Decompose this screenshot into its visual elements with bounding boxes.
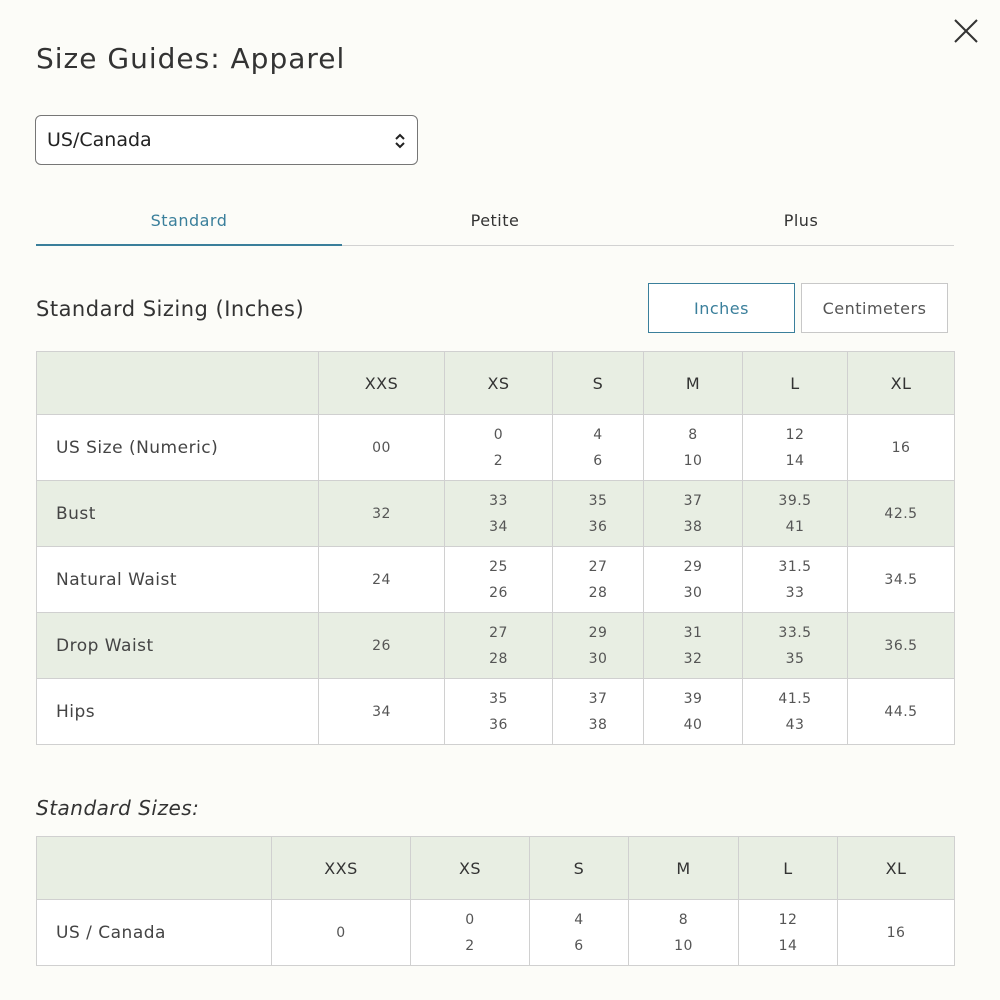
table-cell	[848, 547, 955, 613]
cell-value: 39.5	[778, 492, 812, 509]
corner-header-cell	[37, 837, 272, 900]
table-cell	[319, 613, 445, 679]
table-cell	[319, 415, 445, 481]
cell-value: 36	[588, 518, 608, 535]
row-label: Hips	[37, 679, 319, 745]
table-row	[37, 481, 955, 547]
cell-value: 35	[489, 690, 508, 707]
row-label: US / Canada	[37, 900, 272, 966]
tab-petite[interactable]: Petite	[470, 211, 520, 230]
size-header-cell: XS	[445, 352, 553, 415]
table-cell	[445, 547, 553, 613]
table-cell	[445, 613, 553, 679]
cell-value: 0	[493, 426, 504, 443]
cell-value: 26	[489, 584, 508, 601]
cell-value: 14	[785, 452, 805, 469]
cell-value: 0	[465, 911, 475, 928]
table-cell	[553, 547, 644, 613]
table-cell	[319, 481, 445, 547]
page-title: Size Guides: Apparel	[36, 42, 346, 75]
cell-value: 29	[683, 558, 703, 575]
sizing-table	[36, 351, 955, 745]
table-cell	[743, 547, 848, 613]
size-header-cell: XL	[848, 352, 955, 415]
corner-header-cell	[37, 352, 319, 415]
table-cell	[644, 679, 743, 745]
cell-value: 33.5	[778, 624, 812, 641]
cell-value: 10	[683, 452, 703, 469]
cell-value: 2	[493, 452, 504, 469]
tab-standard[interactable]: Standard	[36, 200, 342, 245]
cell-value: 41	[785, 518, 805, 535]
table-cell	[838, 900, 955, 966]
cell-value: 42.5	[884, 505, 918, 522]
table-cell	[848, 481, 955, 547]
cell-value: 34.5	[884, 571, 918, 588]
cell-value: 2	[465, 937, 475, 954]
cell-value: 28	[588, 584, 608, 601]
table-row	[37, 900, 955, 966]
size-header-cell: S	[530, 837, 629, 900]
table-header-row	[37, 837, 955, 900]
table-cell	[319, 547, 445, 613]
table-cell	[644, 481, 743, 547]
table-cell	[319, 679, 445, 745]
cell-value: 12	[778, 911, 798, 928]
table-cell	[644, 613, 743, 679]
cell-value: 37	[588, 690, 608, 707]
region-select-value: US/Canada	[47, 129, 152, 151]
cell-value: 26	[372, 637, 391, 654]
table-cell	[553, 481, 644, 547]
table-cell	[445, 481, 553, 547]
table-cell	[644, 547, 743, 613]
size-header-cell: L	[743, 352, 848, 415]
table-cell	[848, 415, 955, 481]
row-label: US Size (Numeric)	[37, 415, 319, 481]
cell-value: 38	[683, 518, 703, 535]
table-cell	[743, 613, 848, 679]
cell-value: 38	[588, 716, 608, 733]
cell-value: 29	[588, 624, 608, 641]
cell-value: 8	[688, 426, 698, 443]
row-label: Natural Waist	[37, 547, 319, 613]
table-cell	[629, 900, 739, 966]
cell-value: 4	[593, 426, 603, 443]
cell-value: 14	[778, 937, 798, 954]
close-button[interactable]	[950, 15, 982, 47]
cell-value: 8	[678, 911, 689, 928]
table-cell	[272, 900, 411, 966]
size-header-cell: S	[553, 352, 644, 415]
cell-value: 10	[674, 937, 693, 954]
standard-sizes-title: Standard Sizes:	[36, 796, 200, 820]
cell-value: 16	[886, 924, 906, 941]
region-select[interactable]	[35, 115, 418, 165]
cell-value: 37	[683, 492, 703, 509]
centimeters-button[interactable]: Centimeters	[801, 283, 948, 333]
cell-value: 31	[683, 624, 703, 641]
cell-value: 36	[489, 716, 508, 733]
cell-value: 33	[489, 492, 508, 509]
size-header-cell: XXS	[319, 352, 445, 415]
table-row	[37, 613, 955, 679]
cell-value: 6	[574, 937, 584, 954]
table-cell	[553, 679, 644, 745]
cell-value: 32	[683, 650, 703, 667]
cell-value: 30	[588, 650, 608, 667]
cell-value: 39	[683, 690, 703, 707]
cell-value: 16	[891, 439, 911, 456]
cell-value: 35	[785, 650, 805, 667]
cell-value: 30	[683, 584, 703, 601]
cell-value: 6	[593, 452, 603, 469]
cell-value: 40	[683, 716, 703, 733]
table-row	[37, 547, 955, 613]
close-icon	[950, 15, 982, 47]
table-cell	[739, 900, 838, 966]
cell-value: 33	[785, 584, 805, 601]
table-cell	[848, 679, 955, 745]
tab-plus[interactable]: Plus	[783, 211, 819, 230]
table-cell	[553, 415, 644, 481]
table-cell	[445, 415, 553, 481]
table-row	[37, 415, 955, 481]
cell-value: 24	[372, 571, 391, 588]
cell-value: 41.5	[778, 690, 812, 707]
cell-value: 34	[489, 518, 508, 535]
chevron-up-down-icon	[393, 131, 407, 151]
cell-value: 27	[489, 624, 508, 641]
size-header-cell: M	[644, 352, 743, 415]
table-header-row	[37, 352, 955, 415]
table-cell	[553, 613, 644, 679]
cell-value: 34	[372, 703, 391, 720]
table-cell	[743, 415, 848, 481]
inches-button[interactable]: Inches	[648, 283, 795, 333]
cell-value: 00	[372, 439, 391, 456]
cell-value: 36.5	[884, 637, 918, 654]
table-cell	[743, 481, 848, 547]
cell-value: 31.5	[778, 558, 812, 575]
size-header-cell: XL	[838, 837, 955, 900]
table-cell	[411, 900, 530, 966]
cell-value: 44.5	[884, 703, 918, 720]
table-cell	[848, 613, 955, 679]
table-row	[37, 679, 955, 745]
size-header-cell: M	[629, 837, 739, 900]
cell-value: 28	[489, 650, 508, 667]
table-cell	[530, 900, 629, 966]
size-header-cell: L	[739, 837, 838, 900]
table-cell	[445, 679, 553, 745]
table-cell	[743, 679, 848, 745]
size-header-cell: XXS	[272, 837, 411, 900]
cell-value: 35	[588, 492, 608, 509]
sizing-section-title: Standard Sizing (Inches)	[36, 297, 305, 321]
cell-value: 12	[785, 426, 805, 443]
cell-value: 27	[588, 558, 608, 575]
standard-sizes-table	[36, 836, 955, 966]
cell-value: 0	[336, 924, 346, 941]
cell-value: 32	[372, 505, 391, 522]
row-label: Drop Waist	[37, 613, 319, 679]
table-cell	[644, 415, 743, 481]
cell-value: 43	[785, 716, 805, 733]
row-label: Bust	[37, 481, 319, 547]
cell-value: 25	[489, 558, 508, 575]
cell-value: 4	[574, 911, 584, 928]
size-tabs	[36, 200, 954, 246]
size-header-cell: XS	[411, 837, 530, 900]
